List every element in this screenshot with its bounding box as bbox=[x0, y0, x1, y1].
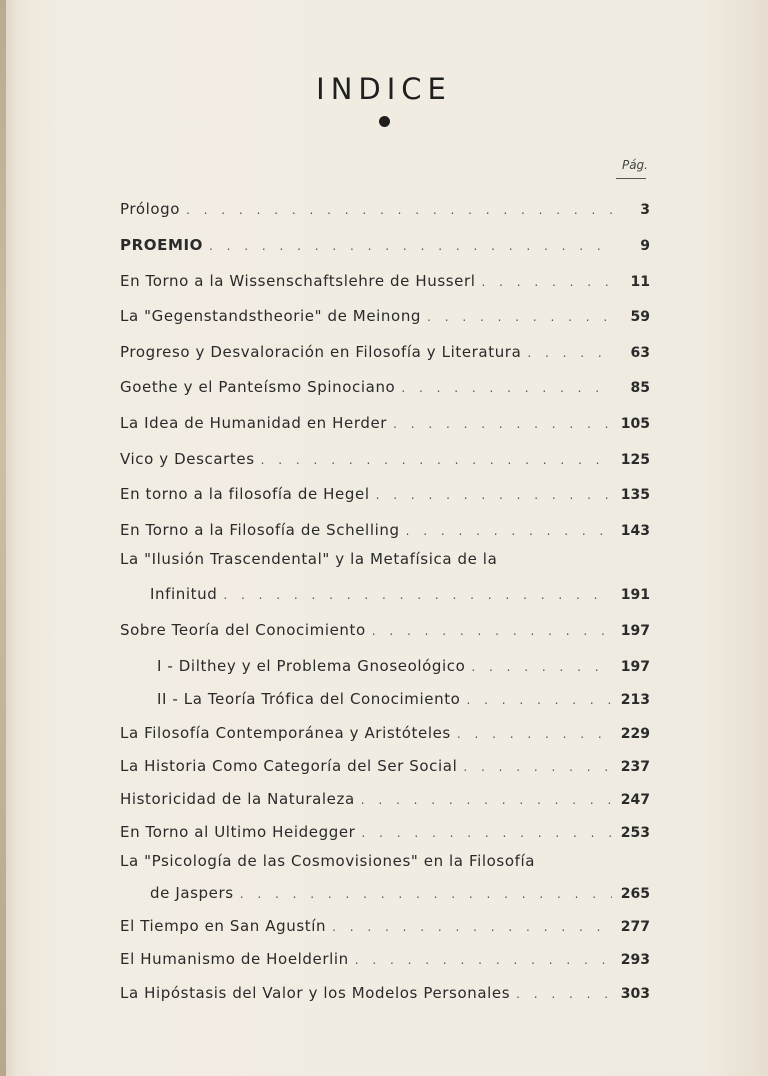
toc-entry-title: El Humanismo de Hoelderlin bbox=[120, 950, 349, 968]
toc-entry-title: En torno a la filosofía de Hegel bbox=[120, 485, 370, 503]
toc-entry bbox=[120, 236, 650, 258]
toc-entry-page: 247 bbox=[620, 792, 650, 808]
dot-leader bbox=[261, 453, 612, 467]
toc-entry bbox=[120, 917, 650, 939]
toc-entry-title: Prólogo bbox=[120, 200, 181, 218]
dot-leader bbox=[457, 727, 612, 741]
dot-leader bbox=[240, 887, 612, 901]
toc-entry-title: En Torno a la Wissenschaftslehre de Husserl bbox=[120, 272, 476, 290]
toc-entry-page: 59 bbox=[630, 309, 650, 325]
toc-entry-page: 253 bbox=[620, 825, 650, 841]
dot-leader bbox=[355, 953, 612, 967]
toc-entry-title: La Historia Como Categoría del Ser Social bbox=[120, 757, 458, 775]
toc-entry-page: 265 bbox=[620, 886, 650, 902]
dot-leader bbox=[516, 987, 612, 1001]
toc-entry bbox=[120, 378, 650, 400]
dot-leader bbox=[372, 624, 612, 638]
dot-leader bbox=[466, 693, 612, 707]
dot-leader bbox=[482, 275, 612, 289]
toc-entry bbox=[120, 414, 650, 436]
dot-leader bbox=[223, 588, 612, 602]
toc-entry-title: La Idea de Humanidad en Herder bbox=[120, 414, 388, 432]
page-title: INDICE bbox=[316, 72, 452, 106]
toc-entry bbox=[120, 272, 650, 294]
toc-entry bbox=[150, 884, 650, 906]
dot-leader bbox=[361, 793, 612, 807]
dot-leader bbox=[527, 346, 612, 360]
toc-entry-page: 191 bbox=[620, 587, 650, 603]
toc-entry-page: 105 bbox=[620, 416, 650, 432]
dot-leader bbox=[427, 310, 612, 324]
toc-entry bbox=[120, 724, 650, 746]
toc-entry-title: Sobre Teoría del Conocimiento bbox=[120, 621, 366, 639]
toc-entry-title: Progreso y Desvaloración en Filosofía y Literatura bbox=[120, 343, 522, 361]
dot-leader bbox=[209, 239, 612, 253]
toc-entry-page: 277 bbox=[620, 919, 650, 935]
dot-leader bbox=[463, 760, 612, 774]
toc-entry-title: En Torno al Ultimo Heidegger bbox=[120, 823, 356, 841]
toc-entry-title: Historicidad de la Naturaleza bbox=[120, 790, 355, 808]
toc-entry-page: 125 bbox=[620, 452, 650, 468]
toc-entry-title: La "Gegenstandstheorie" de Meinong bbox=[120, 307, 422, 325]
toc-entry-page: 85 bbox=[630, 380, 650, 396]
toc-entry-title: Goethe y el Panteísmo Spinociano bbox=[120, 378, 396, 396]
toc-entry-title: I - Dilthey y el Problema Gnoseológico bbox=[157, 657, 466, 675]
dot-leader bbox=[376, 488, 612, 502]
toc-entry-page: 303 bbox=[620, 986, 650, 1002]
toc-entry-page: 197 bbox=[620, 623, 650, 639]
toc-entry bbox=[120, 621, 650, 643]
toc-entry bbox=[120, 521, 650, 543]
toc-entry-title: La Filosofía Contemporánea y Aristóteles bbox=[120, 724, 451, 742]
toc-entry-page: 11 bbox=[630, 274, 650, 290]
toc-entry-page: 63 bbox=[630, 345, 650, 361]
dot-leader bbox=[401, 381, 612, 395]
toc-entry-title: PROEMIO bbox=[120, 236, 204, 254]
toc-entry-page: 293 bbox=[620, 952, 650, 968]
toc-entry bbox=[120, 823, 650, 845]
toc-entry bbox=[120, 852, 650, 874]
toc-entry bbox=[120, 307, 650, 329]
dot-leader bbox=[332, 920, 612, 934]
dot-leader bbox=[406, 524, 612, 538]
toc-entry-title: En Torno a la Filosofía de Schelling bbox=[120, 521, 400, 539]
toc-entry-title: La "Psicología de las Cosmovisiones" en la Filosofía bbox=[120, 852, 536, 870]
toc-entry bbox=[120, 200, 650, 222]
toc-entry-title: II - La Teoría Trófica del Conocimiento bbox=[157, 690, 461, 708]
toc-entry-page: 3 bbox=[640, 202, 650, 218]
toc-entry-page: 213 bbox=[620, 692, 650, 708]
toc-entry-page: 229 bbox=[620, 726, 650, 742]
toc-entry bbox=[157, 657, 650, 679]
page-column-header: Pág. bbox=[621, 158, 648, 172]
toc-entry-title: La "Ilusión Trascendental" y la Metafísica de la bbox=[120, 550, 498, 568]
dot-leader bbox=[393, 417, 612, 431]
toc-entry-title: La Hipóstasis del Valor y los Modelos Personales bbox=[120, 984, 511, 1002]
dot-leader bbox=[186, 203, 612, 217]
toc-entry-page: 9 bbox=[640, 238, 650, 254]
toc-entry bbox=[120, 984, 650, 1006]
toc-entry bbox=[150, 585, 650, 607]
toc-entry-page: 135 bbox=[620, 487, 650, 503]
toc-entry-title: El Tiempo en San Agustín bbox=[120, 917, 327, 935]
toc-entry-title: de Jaspers bbox=[150, 884, 234, 902]
toc-entry bbox=[120, 485, 650, 507]
toc-entry bbox=[120, 450, 650, 472]
toc-entry-title: Infinitud bbox=[150, 585, 218, 603]
toc-entry bbox=[120, 757, 650, 779]
dot-leader bbox=[361, 826, 612, 840]
toc-entry bbox=[157, 690, 650, 712]
toc-entry bbox=[120, 790, 650, 812]
toc-entry-page: 197 bbox=[620, 659, 650, 675]
toc-entry-page: 237 bbox=[620, 759, 650, 775]
toc-entry-page: 143 bbox=[620, 523, 650, 539]
dot-leader bbox=[471, 660, 612, 674]
toc-entry bbox=[120, 950, 650, 972]
toc-entry bbox=[120, 343, 650, 365]
toc-entry bbox=[120, 550, 650, 572]
toc-entry-title: Vico y Descartes bbox=[120, 450, 255, 468]
